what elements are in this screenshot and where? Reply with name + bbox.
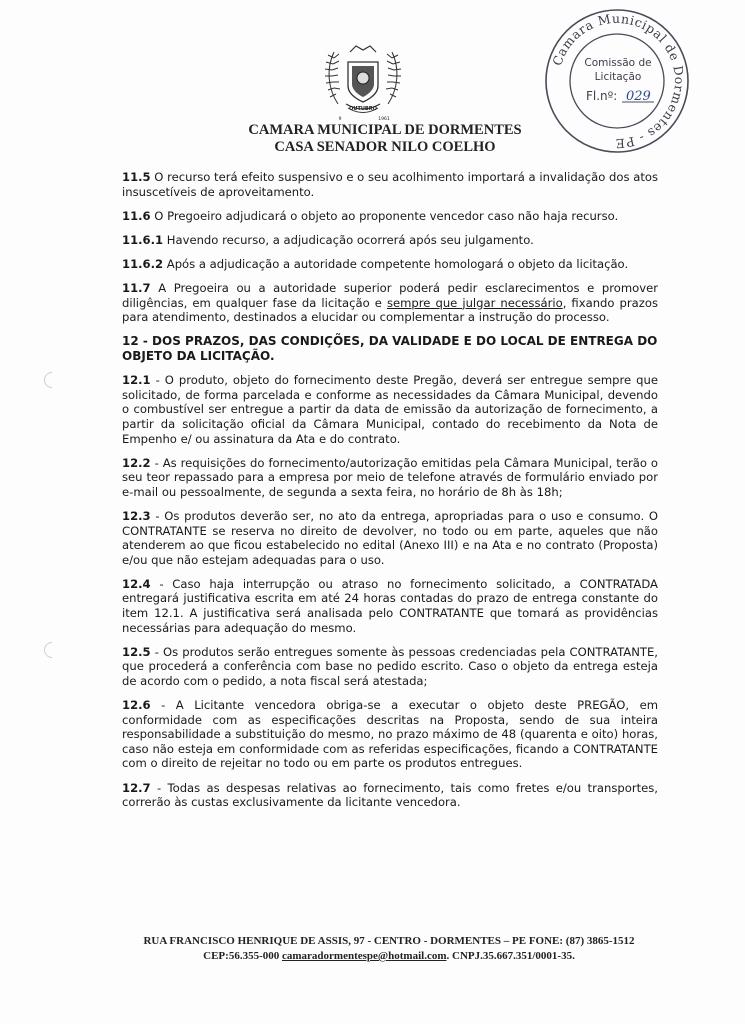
svg-text:OUTUBRO: OUTUBRO xyxy=(349,106,377,112)
document-body xyxy=(122,170,658,819)
clause-number: 11.6.1 xyxy=(122,232,164,247)
clause-text: Após a adjudicação a autoridade competente homologará o objeto da licitação. xyxy=(163,256,629,271)
clause-11-7 xyxy=(122,281,658,325)
clause-number: 12.2 xyxy=(122,455,151,470)
stamp-fl-value: 029 xyxy=(626,89,651,104)
clause-underlined-text: sempre que julgar necessário xyxy=(386,295,563,310)
svg-text:1961: 1961 xyxy=(378,117,390,122)
commission-stamp xyxy=(542,6,692,156)
footer-address xyxy=(60,934,718,964)
clause-text: A Pregoeira ou a autoridade superior poderá pedir esclarecimentos e promover diligências, em qualquer fase da licitação e xyxy=(122,280,658,310)
clause-text: O Pregoeiro adjudicará o objeto ao proponente vencedor caso não haja recurso. xyxy=(150,208,619,223)
clause-12-4 xyxy=(122,577,658,635)
clause-12-6 xyxy=(122,698,658,771)
clause-number: 12.7 xyxy=(122,780,151,795)
clause-12-1 xyxy=(122,373,658,446)
clause-12-5 xyxy=(122,645,658,689)
clause-text: - Caso haja interrupção ou atraso no fornecimento solicitado, a CONTRATADA entregará justificativa escrita em até 24 horas contadas do prazo de entrega constante do item 12.1. A justificativa será analisada pelo CONTRATANTE que tomará as providências necessárias para adequação do mesmo. xyxy=(122,576,658,635)
stamp-line1: Comissão de xyxy=(584,57,652,69)
clause-11-6-2 xyxy=(122,257,658,272)
clause-text: - Os produtos serão entregues somente às pessoas credenciadas pela CONTRATANTE, que procederá a conferência com base no pedido escrito. Caso o objeto da entrega esteja de acordo com o pedido, a nota fiscal será atestada; xyxy=(122,644,658,688)
clause-text: - As requisições do fornecimento/autorização emitidas pela Câmara Municipal, terão o seu teor repassado para a empresa por meio de telefone através de formulário enviado por e-mail ou pessoalmente, de segunda a sexta feira, no horário de 8h às 18h; xyxy=(122,455,658,499)
footer-line2 xyxy=(60,949,718,964)
clause-text: - A Licitante vencedora obriga-se a executar o objeto deste PREGÃO, em conformidade com as especificações descritas na Proposta, sendo de sua inteira responsabilidade a substituição do mesmo, no prazo máximo de 48 (quarenta e oito) horas, caso não esteja em conformidade com as referidas especificações, ficando a CONTRATANTE com o direito de rejeitar no todo ou em parte os produtos entregues. xyxy=(122,698,658,771)
stamp-fl-label: Fl.nº: xyxy=(586,89,618,103)
footer-cep: CEP:56.355-000 xyxy=(203,950,282,962)
stamp-line2: Licitação xyxy=(594,71,642,83)
svg-text:Camara Municipal de Dormentes: Camara Municipal de Dormentes - PE xyxy=(549,10,688,152)
clause-11-6 xyxy=(122,209,658,224)
clause-12-3 xyxy=(122,509,658,567)
clause-11-6-1 xyxy=(122,233,658,248)
clause-text: - Os produtos deverão ser, no ato da entrega, apropriadas para o uso e consumo. O CONTRATANTE se reserva no direito de devolver, no todo ou em parte, aqueles que não atenderem ao que ficou estabelecido no edital (Anexo III) e na Ata e no contrato (Proposta) e/ou que não estejam adequadas para o uso. xyxy=(122,509,658,567)
punch-hole-mark xyxy=(41,369,64,392)
clause-12-7 xyxy=(122,781,658,810)
clause-12-2 xyxy=(122,456,658,500)
clause-text: , fixando prazos para atendimento, destinados a elucidar ou complementar a instrução do processo. xyxy=(122,295,658,325)
clause-number: 12.5 xyxy=(122,644,151,659)
clause-number: 12.3 xyxy=(122,509,151,523)
clause-11-5 xyxy=(122,170,658,199)
clause-number: 11.6 xyxy=(122,208,151,223)
municipal-crest-logo xyxy=(318,44,408,124)
header-title-line1: CAMARA MUNICIPAL DE DORMENTES xyxy=(248,122,522,138)
clause-number: 11.7 xyxy=(122,280,151,295)
clause-text: O recurso terá efeito suspensivo e o seu acolhimento importará a invalidação dos atos insuscetíveis de aproveitamento. xyxy=(122,170,659,199)
header-title xyxy=(220,122,550,156)
clause-number: 11.5 xyxy=(122,170,151,184)
footer-cnpj: . CNPJ.35.667.351/0001-35. xyxy=(446,950,575,962)
clause-number: 12.6 xyxy=(122,698,151,713)
clause-number: 11.6.2 xyxy=(122,256,164,271)
clause-text: - O produto, objeto do fornecimento deste Pregão, deverá ser entregue sempre que solicitado, de forma parcelada e conforme as necessidades da Câmara Municipal, devendo o combustível ser entregue a partir da data de emissão da autorização de fornecimento, a partir da solicitação oficial da Câmara Municipal, contado do recebimento da Nota de Empenho e/ ou assinatura da Ata e do contrato. xyxy=(122,373,658,446)
punch-hole-mark xyxy=(41,639,64,662)
footer-email-link[interactable]: camaradormentespe@hotmail.com xyxy=(281,950,447,962)
section-12-heading: 12 - DOS PRAZOS, DAS CONDIÇÕES, DA VALIDADE E DO LOCAL DE ENTREGA DO OBJETO DA LICITAÇÃO. xyxy=(122,334,658,364)
clause-text: - Todas as despesas relativas ao fornecimento, tais como fretes e/ou transportes, correrão às custas exclusivamente da licitante vencedora. xyxy=(122,780,658,810)
header-title-line2: CASA SENADOR NILO COELHO xyxy=(274,139,496,155)
clause-text: Havendo recurso, a adjudicação ocorrerá após seu julgamento. xyxy=(163,232,534,247)
footer-line1: RUA FRANCISCO HENRIQUE DE ASSIS, 97 - CENTRO - DORMENTES – PE FONE: (87) 3865-1512 xyxy=(143,935,635,947)
clause-number: 12.1 xyxy=(122,373,151,388)
clause-number: 12.4 xyxy=(122,576,151,591)
svg-text:9: 9 xyxy=(338,117,342,122)
